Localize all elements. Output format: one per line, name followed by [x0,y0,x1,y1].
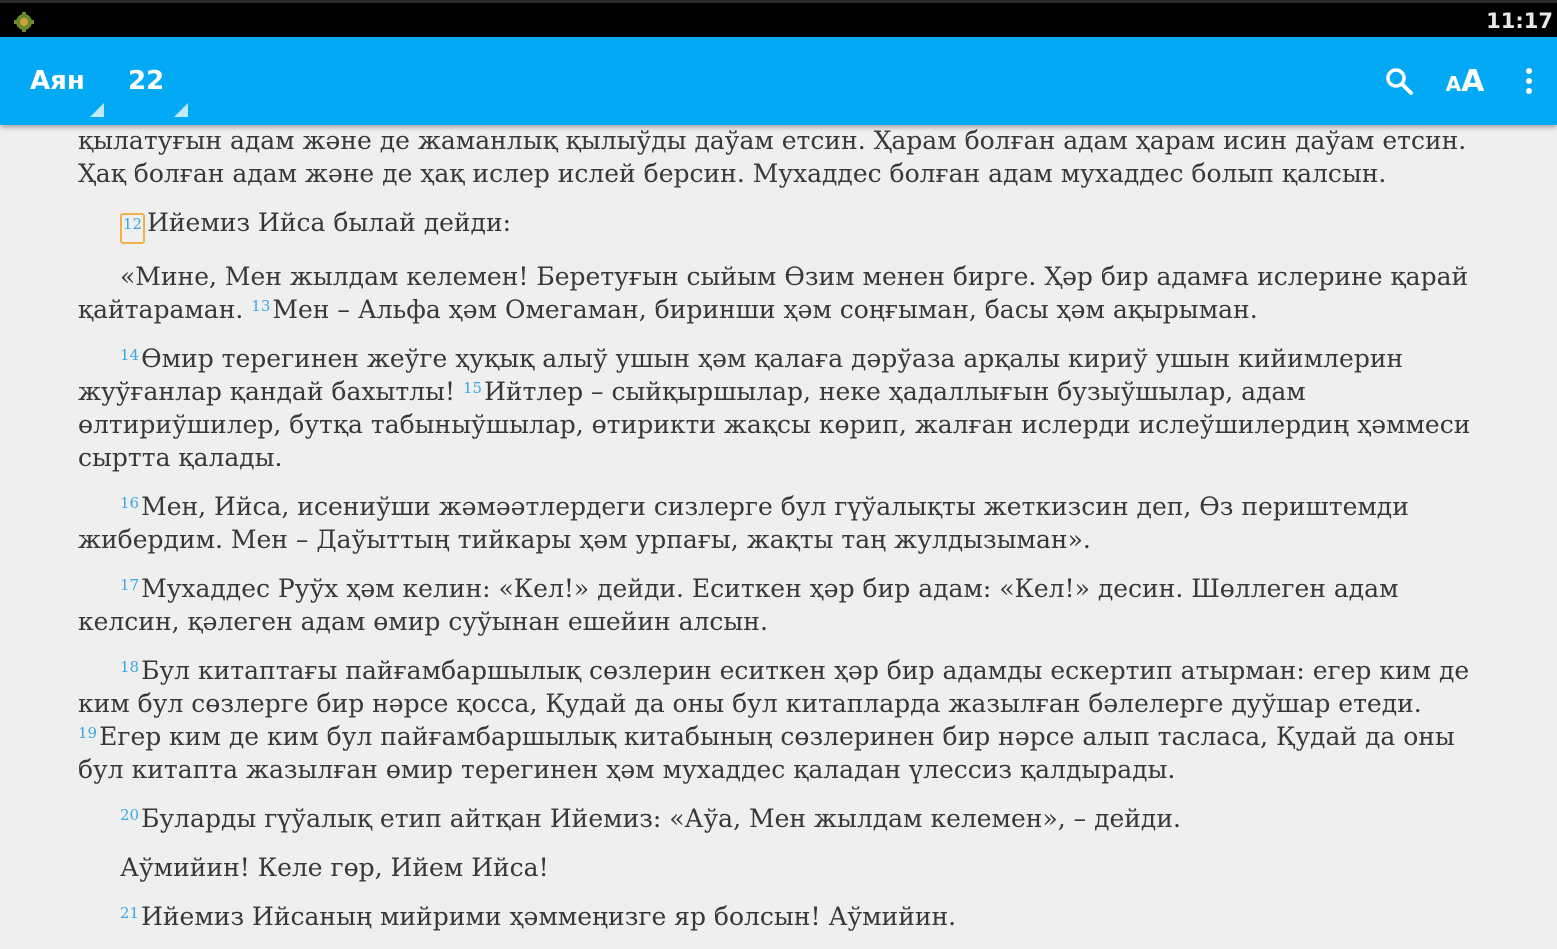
dropdown-corner-icon [90,103,104,117]
status-time: 11:17 [1486,9,1553,33]
dropdown-corner-icon [174,103,188,117]
verse-paragraph [78,802,1498,835]
verse-paragraph [78,260,1498,326]
chapter-content[interactable] [0,125,1557,931]
more-vertical-icon [1524,66,1534,96]
verse-paragraph [78,342,1498,474]
android-debug-icon [13,11,35,33]
app-toolbar [0,37,1557,125]
verse-text: Мен, Ийса, исениўши жәмәәтлердеги сизлерге бул гүўалықты жеткизсин деп, Өз периштемди жибердим. Мен – Даўыттың тийкары ҳәм урпағы, жақты таң жулдызыман». [78,492,1409,554]
verse-number[interactable]: 19 [78,724,98,742]
verse-number[interactable]: 15 [463,379,483,397]
text-size-button[interactable] [1444,37,1486,125]
verse-number[interactable]: 16 [120,494,140,512]
verse-text: Буларды гүўалық етип айтқан Ийемиз: «Аўа, Мен жылдам келемен», – дейди. [141,804,1181,833]
verse-number[interactable]: 21 [120,904,140,922]
verse-number[interactable]: 20 [120,806,140,824]
verse-paragraph [78,851,1498,884]
verse-text: «Мине, Мен жылдам келемен! Беретуғын сыйым Өзим менен бирге. Ҳәр бир адамға ислерине қарай қайтараман. [78,262,1469,324]
verse-text: қылатуғын адам және де жаманлық қылыўды даўам етсин. Ҳарам болған адам ҳарам исин даўам етсин. Ҳақ болған адам және де ҳақ ислер ислей берсин. Мухаддес болған адам мухаддес болып қалсын. [78,126,1467,188]
verse-text: Ийемиз Ийса былай дейди: [147,208,512,237]
search-button[interactable] [1378,37,1420,125]
overflow-menu-button[interactable] [1512,37,1546,125]
verse-paragraph [78,206,1498,244]
verse-text: Мухаддес Руўх ҳәм келин: «Кел!» дейди. Еситкен ҳәр бир адам: «Кел!» десин. Шөллеген адам келсин, қәлеген адам өмир суўынан ешейин алсын. [78,574,1399,636]
verse-paragraph [78,572,1498,638]
chapter-text [78,125,1498,949]
status-bar [0,0,1557,37]
verse-paragraph [78,900,1498,933]
book-selector[interactable] [30,37,106,125]
book-label: Аян [30,66,85,96]
verse-number[interactable]: 17 [120,576,140,594]
verse-paragraph [78,124,1498,190]
verse-text: Егер ким де ким бул пайғамбаршылық китабының сөзлеринен бир нәрсе алып тасласа, Қудай да оны бул китапта жазылған өмир терегинен ҳәм мухаддес қаладан үлессиз қалдырады. [78,722,1455,784]
verse-number[interactable]: 18 [120,658,140,676]
verse-text: Өмир терегинен жеўге ҳуқық алыў ушын ҳәм қалаға дәрўаза арқалы кириў ушын кийимлерин жуўғанлар қандай бахытлы! [78,344,1404,406]
verse-number[interactable]: 14 [120,346,140,364]
verse-text: Мен – Альфа ҳәм Омегаман, биринши ҳәм соңғыман, басы ҳәм ақырыман. [272,295,1258,324]
verse-text: Бул китаптағы пайғамбаршылық сөзлерин еситкен ҳәр бир адамды ескертип атырман: егер ким де ким бул сөзлерге бир нәрсе қосса, Қудай да оны бул китапларда жазылған бәлелерге дуўшар етеди. [78,656,1470,718]
verse-paragraph [78,654,1498,786]
verse-text: Ийтлер – сыйқыршылар, неке ҳадаллығын бузыўшылар, адам өлтириўшилер, бутқа табыныўшылар, өтирикти жақсы көрип, жалған ислерди ислеўшилердиң ҳәммеси сыртта қалады. [78,377,1471,472]
verse-paragraph [78,490,1498,556]
text-size-icon: AA [1445,63,1485,99]
verse-text: Ийемиз Ийсаның мийрими ҳәммеңизге яр болсын! Аўмийин. [141,902,957,931]
search-icon [1384,66,1414,96]
chapter-selector[interactable] [128,37,190,125]
verse-number[interactable]: 13 [251,297,271,315]
verse-text: Аўмийин! Келе гөр, Ийем Ийса! [120,853,549,882]
verse-number[interactable]: 12 [120,213,145,244]
chapter-label: 22 [128,66,165,96]
